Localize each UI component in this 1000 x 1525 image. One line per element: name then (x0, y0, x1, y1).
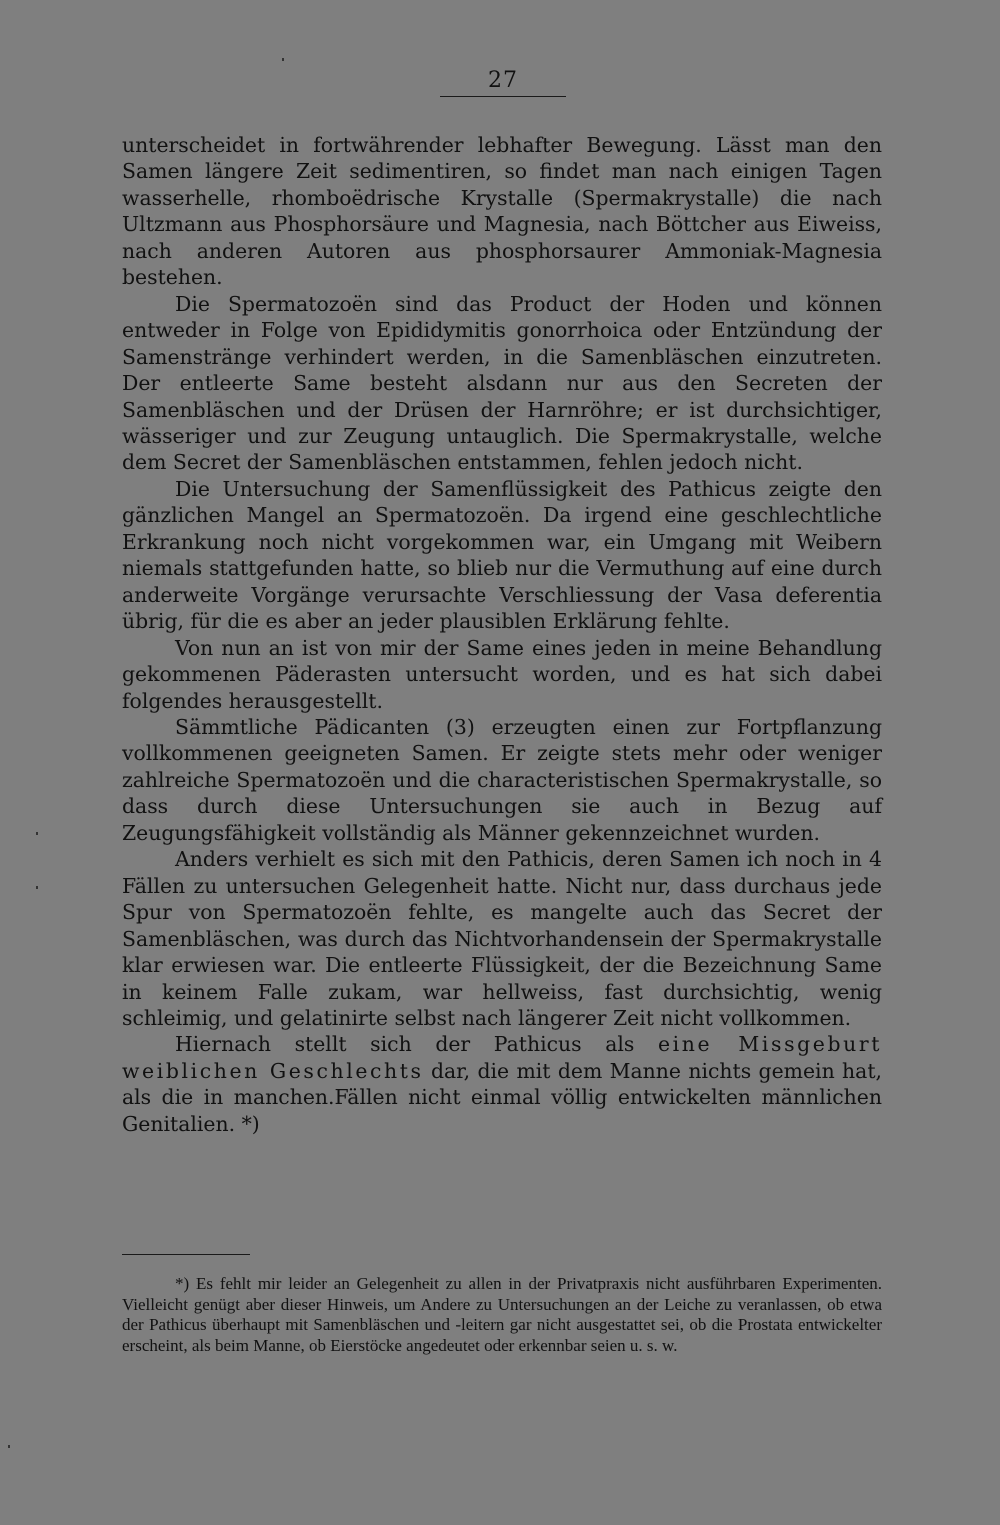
body-text (122, 132, 882, 1137)
paragraph-5: Sämmtliche Pädicanten (3) erzeugten einen zur Fortpflanzung vollkommenen geeigneten Samen. Er zeigte stets mehr oder weniger zahlreiche Spermatozoën und die characteristischen Spermakrystalle, so dass durch diese Untersuchungen sie auch in Bezug auf Zeugungsfähigkeit vollständig als Männer gekennzeichnet wurden. (122, 714, 882, 845)
paragraph-4: Von nun an ist von mir der Same eines jeden in meine Behandlung gekommenen Päderasten untersucht worden, und es hat sich dabei folgendes herausgestellt. (122, 635, 882, 713)
page-number: 27 (440, 66, 566, 97)
scan-speck (282, 58, 284, 61)
paragraph-2: Die Spermatozoën sind das Product der Hoden und können entweder in Folge von Epididymitis gonorrhoica oder Entzündung der Samenstränge verhindert werden, in die Samenbläschen einzutreten. Der entleerte Same besteht alsdann nur aus den Secreten der Samenbläschen und der Drüsen der Harnröhre; er ist durchsichtiger, wässeriger und zur Zeugung untauglich. Die Spermakrystalle, welche dem Secret der Samenbläschen entstammen, fehlen jedoch nicht. (122, 291, 882, 475)
paragraph-7-emphasis: eine Missgeburt weiblichen Geschlechts (122, 1032, 882, 1083)
scan-speck (36, 886, 38, 889)
scan-speck (36, 832, 38, 835)
footnote: *) Es fehlt mir leider an Gelegenheit zu allen in der Privatpraxis nicht ausführbaren Experimenten. Vielleicht genügt aber dieser Hinweis, um Andere zu Untersuchungen an der Leiche zu veranlassen, ob etwa der Pathicus überhaupt mit Samenbläschen und -leitern gar nicht ausgestattet sei, ob die Prostata entwickelter erscheint, als beim Manne, ob Eierstöcke angedeutet oder erkennbar seien u. s. w. (122, 1274, 882, 1355)
paragraph-3: Die Untersuchung der Samenflüssigkeit des Pathicus zeigte den gänzlichen Mangel an Spermatozoën. Da irgend eine geschlechtliche Erkrankung noch nicht vorgekommen war, ein Umgang mit Weibern niemals stattgefunden hatte, so blieb nur die Vermuthung auf eine durch anderweite Vorgänge verursachte Verschliessung der Vasa deferentia übrig, für die es aber an jeder plausiblen Erklärung fehlte. (122, 476, 882, 634)
scan-speck (8, 1445, 10, 1448)
paragraph-7-tail: dar, die mit dem Manne nichts gemein hat, als die in manchen.Fällen nicht einmal völlig entwickelten männlichen Genitalien. *) (122, 1058, 882, 1136)
paragraph-1: unterscheidet in fortwährender lebhafter Bewegung. Lässt man den Samen längere Zeit sedimentiren, so findet man nach einigen Tagen wasserhelle, rhomboëdrische Krystalle (Spermakrystalle) die nach Ultzmann aus Phosphorsäure und Magnesia, nach Böttcher aus Eiweiss, nach anderen Autoren aus phosphorsaurer Ammoniak-Magnesia bestehen. (122, 133, 882, 290)
paragraph-7-lead: Hiernach stellt sich der Pathicus als (175, 1032, 659, 1057)
footnote-divider (122, 1254, 250, 1255)
paragraph-7 (122, 1031, 882, 1137)
paragraph-6: Anders verhielt es sich mit den Pathicis, deren Samen ich noch in 4 Fällen zu untersuchen Gelegenheit hatte. Nicht nur, dass durchaus jede Spur von Spermatozoën fehlte, es mangelte auch das Secret der Samenbläschen, was durch das Nichtvorhandensein der Spermakrystalle klar erwiesen war. Die entleerte Flüssigkeit, der die Bezeichnung Same in keinem Falle zukam, war hellweiss, fast durchsichtig, wenig schleimig, und gelatinirte selbst nach längerer Zeit nicht vollkommen. (122, 847, 882, 1030)
